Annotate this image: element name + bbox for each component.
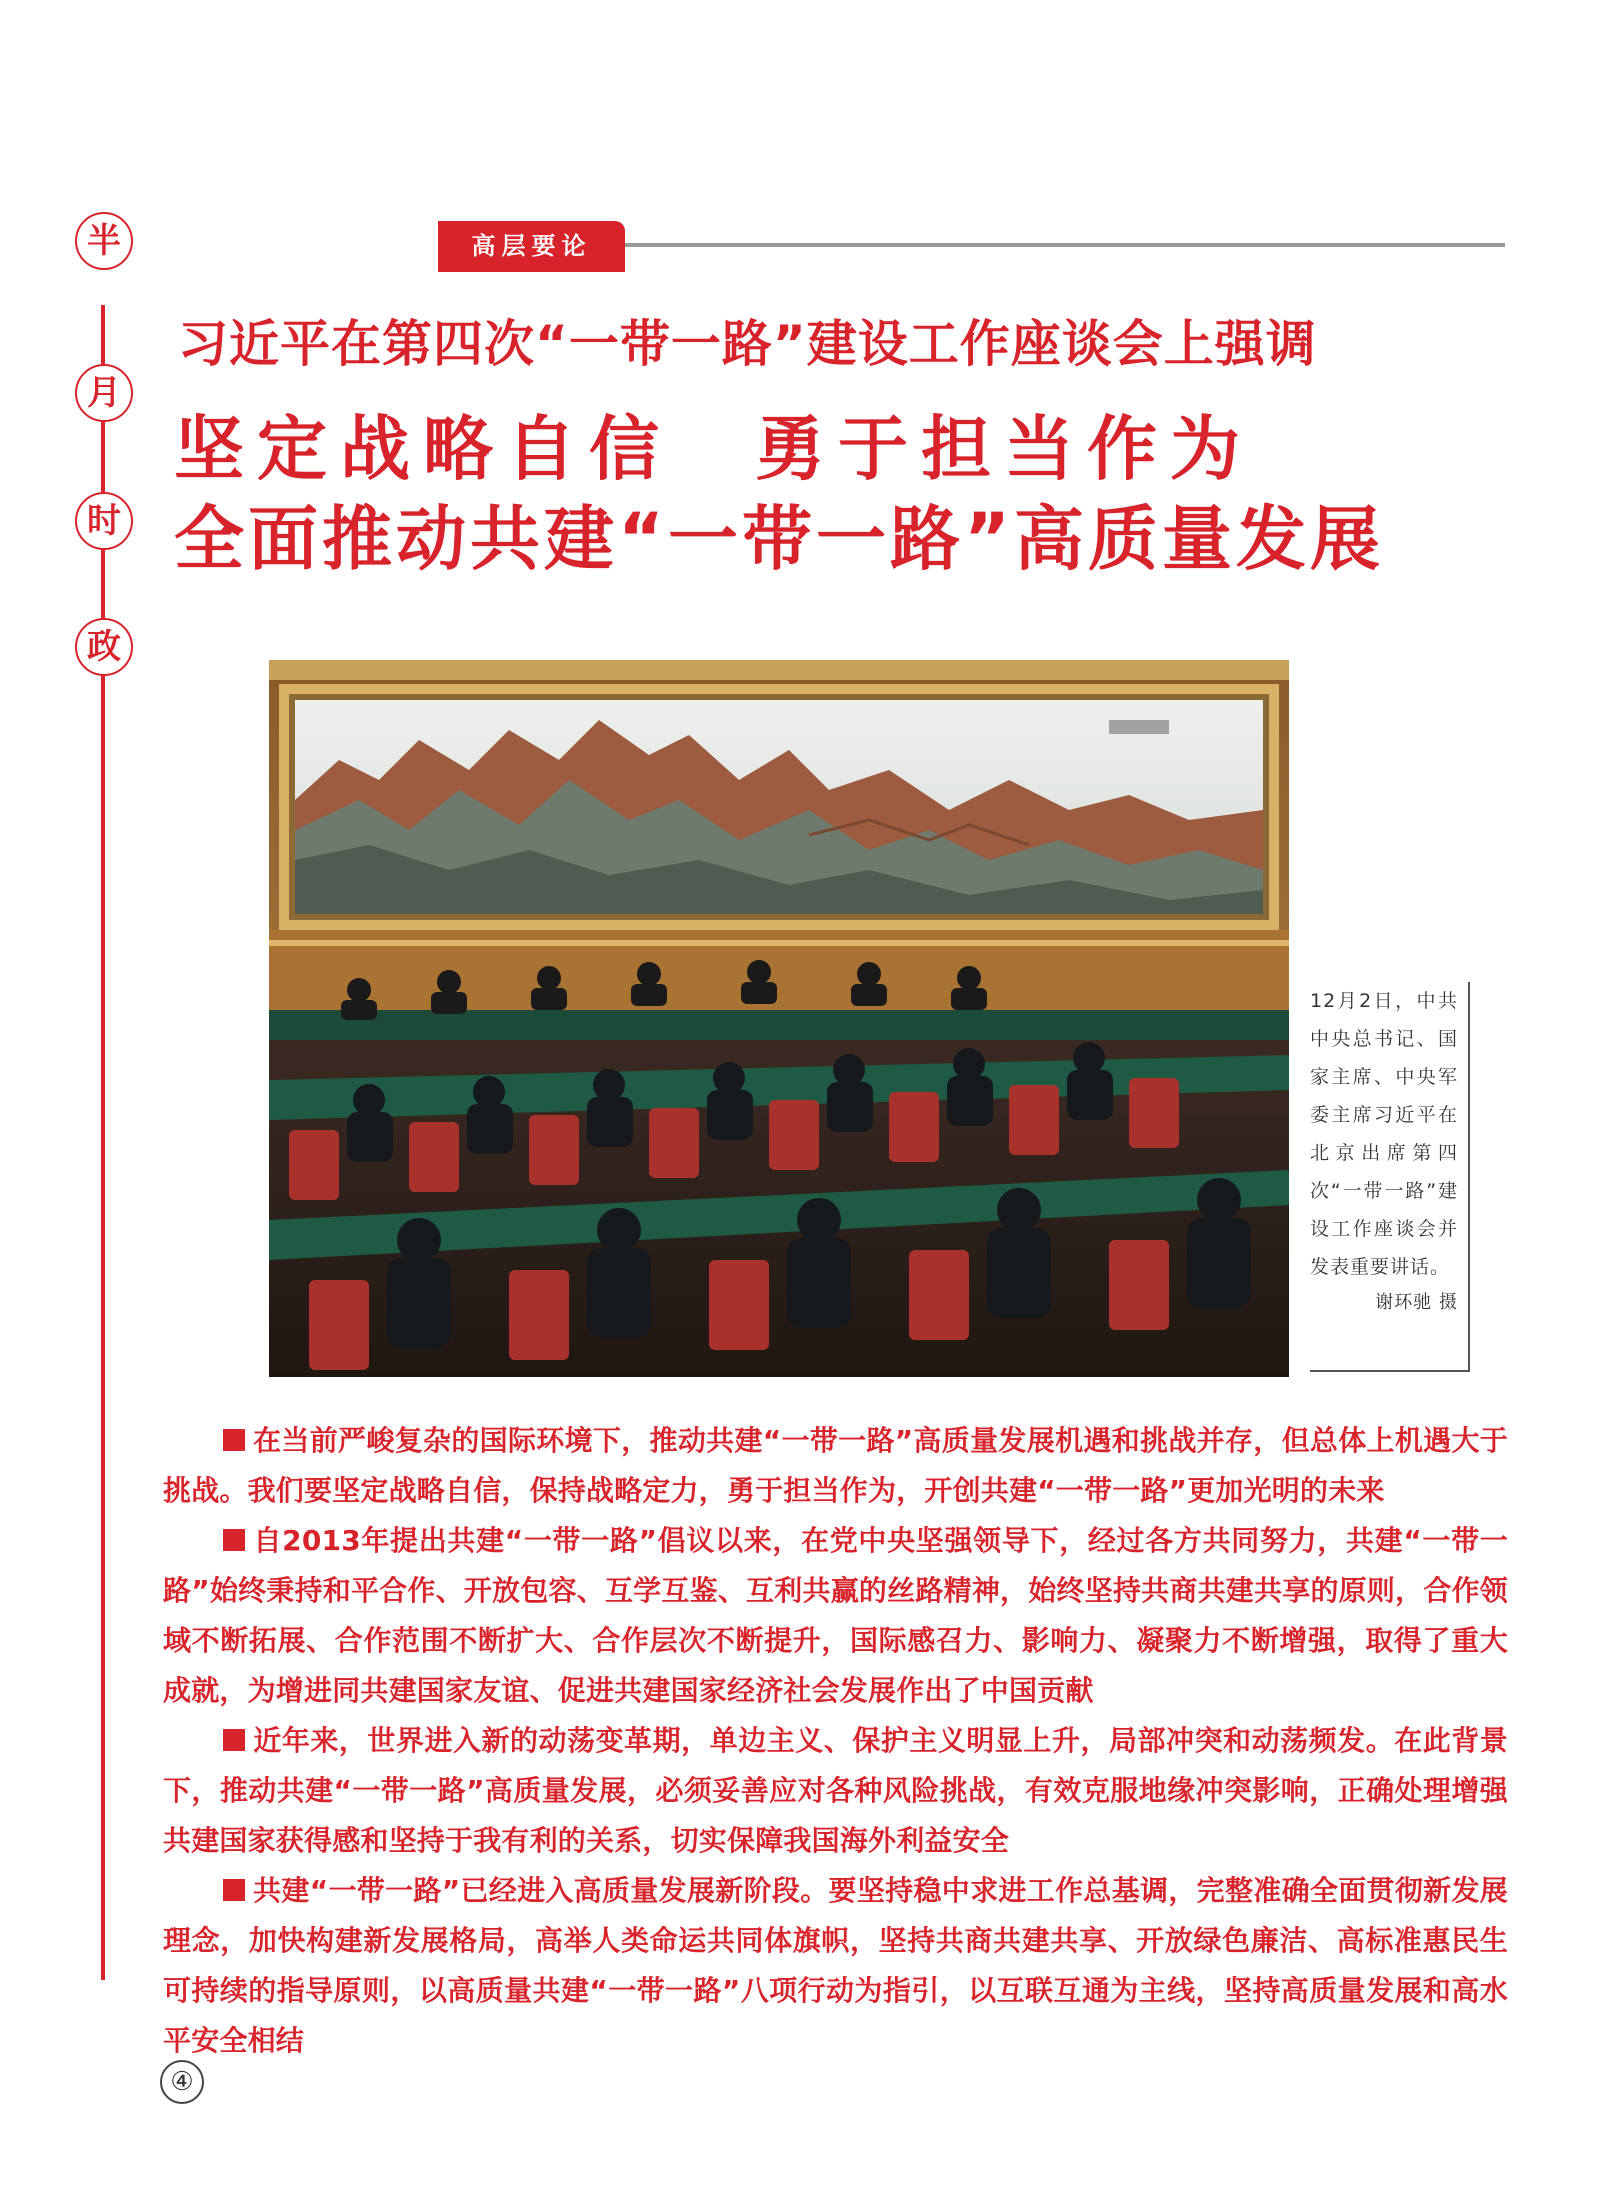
photo-caption [1310,982,1470,1372]
column-title-char-1: 半 [75,212,133,270]
highlight-paragraph [163,1416,1508,1516]
highlight-paragraph-text: 自2013年提出共建“一带一路”倡议以来，在党中央坚强领导下，经过各方共同努力，共建“一带一路”始终秉持和平合作、开放包容、互学互鉴、互利共赢的丝路精神，始终坚持共商共建共享的原则，合作领域不断拓展、合作范围不断扩大、合作层次不断提升，国际感召力、影响力、凝聚力不断增强，取得了重大成就，为增进同共建国家友谊、促进共建国家经济社会发展作出了中国贡献 [163,1524,1508,1707]
section-divider [625,243,1505,247]
highlight-paragraph [163,1866,1508,2066]
highlight-paragraph [163,1516,1508,1716]
article-subtitle: 习近平在第四次“一带一路”建设工作座谈会上强调 [178,315,1317,373]
highlight-paragraph-text: 共建“一带一路”已经进入高质量发展新阶段。要坚持稳中求进工作总基调，完整准确全面贯彻新发展理念，加快构建新发展格局，高举人类命运共同体旗帜，坚持共商共建共享、开放绿色廉洁、高标准惠民生可持续的指导原则，以高质量共建“一带一路”八项行动为指引，以互联互通为主线，坚持高质量发展和高水平安全相结 [163,1874,1508,2057]
sidebar-vertical-rule [101,305,105,1980]
page-number: ④ [160,2060,204,2104]
meeting-photo [269,660,1289,1377]
bullet-square-icon [223,1529,245,1551]
bullet-square-icon [223,1729,245,1751]
column-title-char-3: 时 [75,492,133,550]
highlight-paragraph-text: 近年来，世界进入新的动荡变革期，单边主义、保护主义明显上升，局部冲突和动荡频发。在此背景下，推动共建“一带一路”高质量发展，必须妥善应对各种风险挑战，有效克服地缘冲突影响，正确处理增强共建国家获得感和坚持于我有利的关系，切实保障我国海外利益安全 [163,1724,1508,1857]
article-highlights [163,1416,1508,2066]
highlight-paragraph-text: 在当前严峻复杂的国际环境下，推动共建“一带一路”高质量发展机遇和挑战并存，但总体上机遇大于挑战。我们要坚定战略自信，保持战略定力，勇于担当作为，开创共建“一带一路”更加光明的未来 [163,1424,1508,1507]
bullet-square-icon [223,1879,245,1901]
highlight-paragraph [163,1716,1508,1866]
bullet-square-icon [223,1429,245,1451]
photo-caption-text: 12月2日，中共中央总书记、国家主席、中央军委主席习近平在北京出席第四次“一带一路”建设工作座谈会并发表重要讲话。 [1310,990,1458,1278]
meeting-photo-illustration [269,660,1289,1377]
section-tag: 高层要论 [438,221,625,272]
article-headline-line2: 全面推动共建“一带一路”高质量发展 [174,498,1385,580]
column-title-char-2: 月 [75,364,133,422]
photo-credit: 谢环驰 摄 [1375,1292,1458,1313]
column-title-char-4: 政 [75,618,133,676]
article-headline-line1: 坚定战略自信 勇于担当作为 [174,408,1253,490]
